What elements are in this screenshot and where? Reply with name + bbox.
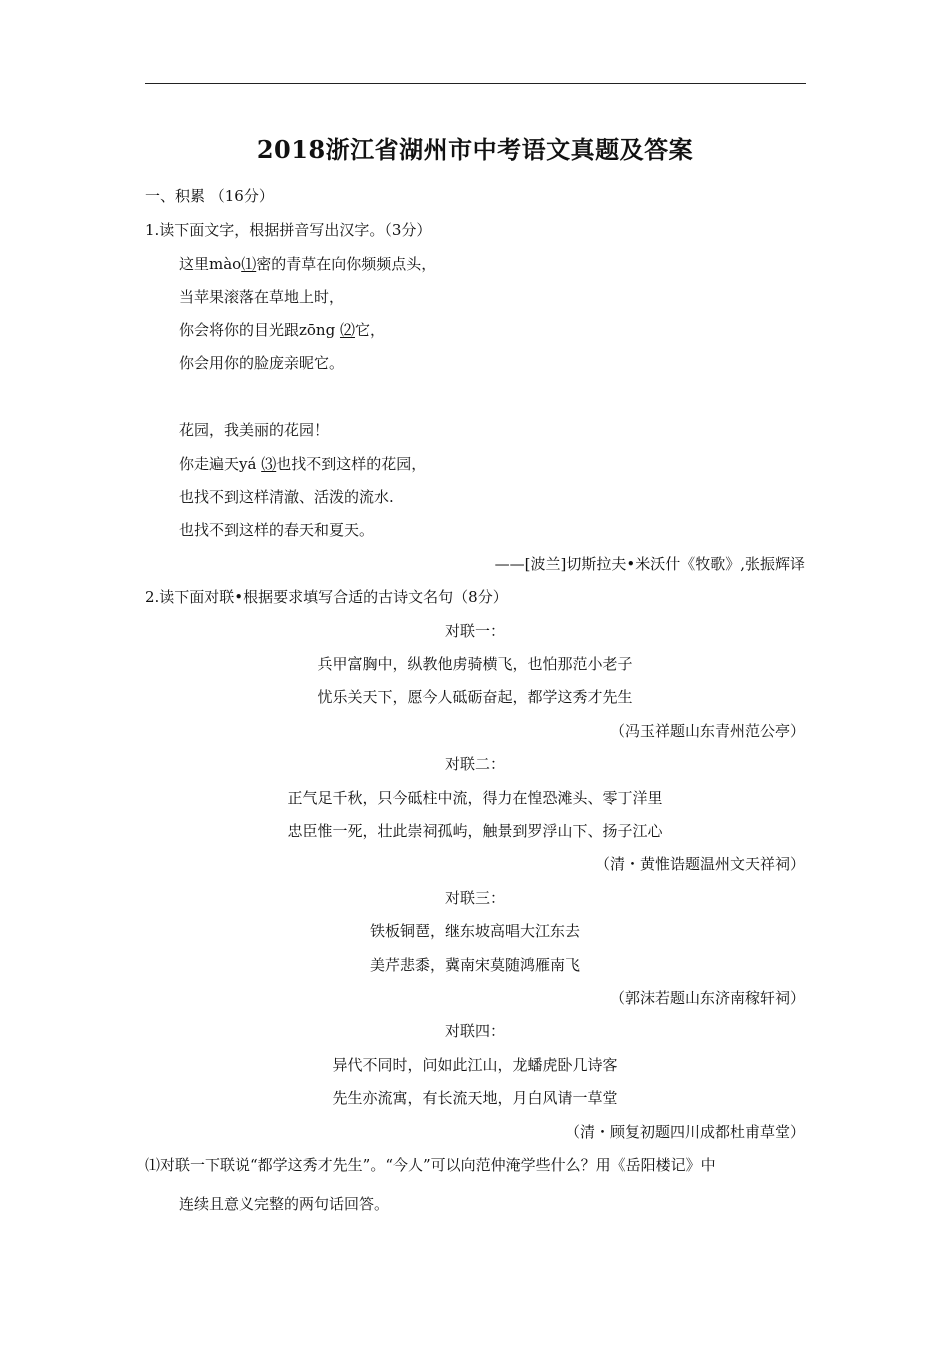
couplet-2-heading: 对联二： [444,755,505,773]
couplet-3-line-1: 铁板铜琶，继东坡高唱大江东去 [369,922,580,940]
couplet-1-heading: 对联一： [444,622,505,640]
couplet-3-heading: 对联三： [444,889,505,907]
poem-line-6 [179,453,426,475]
sub-question-1-cont: 连续且意义完整的两句话回答。 [179,1195,390,1213]
blank-3: ⑶ [261,455,277,473]
couplet-1-source: （冯玉祥题山东青州范公亭） [609,722,805,740]
header-rule [145,83,806,84]
couplet-2-line-1: 正气足千秋，只今砥柱中流，得力在惶恐滩头、零丁洋里 [287,789,663,807]
document-title: 2018浙江省湖州市中考语文真题及答案 [256,135,694,164]
couplet-2-source: （清・黄惟诰题温州文天祥祠） [594,855,805,873]
poem-line-3 [179,319,385,341]
poem-text: 你会将你的目光跟zōng [179,321,340,339]
poem-line-7: 也找不到这样清澈、活泼的流水. [179,488,394,506]
blank-1: ⑴ [241,255,257,273]
poem-text: 它， [354,321,385,339]
poem-text: 这里mào [179,255,242,273]
poem-text: 你走遍天yá [179,455,262,473]
poem-text: 也找不到这样的花园， [276,455,427,473]
poem-text: 密的青草在向你频频点头， [256,255,437,273]
poem-line-4: 你会用你的脸庞亲昵它。 [179,354,345,372]
couplet-1-line-2: 忧乐关天下，愿今人砥砺奋起，都学这秀才先生 [317,688,633,706]
couplet-1-line-1: 兵甲富胸中，纵教他虏骑横飞，也怕那范小老子 [317,655,633,673]
poem-line-1 [179,253,436,275]
couplet-2-line-2: 忠臣惟一死，壮此崇祠孤屿，触景到罗浮山下、扬子江心 [287,822,663,840]
couplet-4-line-2: 先生亦流寓，有长流天地，月白风请一草堂 [332,1089,618,1107]
couplet-4-source: （清・顾复初题四川成都杜甫草堂） [564,1123,805,1141]
section-heading: 一、积累 （16分） [145,187,274,205]
question-2-stem: 2.读下面对联•根据要求填写合适的古诗文名句（8分） [145,588,508,606]
poem-line-5: 花园，我美丽的花园！ [179,421,330,439]
question-1-stem: 1.读下面文字，根据拼音写出汉字。（3分） [145,221,432,239]
poem-line-2: 当苹果滚落在草地上时， [179,288,345,306]
poem-source: ——[波兰]切斯拉夫•米沃什《牧歌》,张振辉译 [494,555,805,573]
couplet-3-source: （郭沫若题山东济南稼轩祠） [609,989,805,1007]
sub-question-1: ⑴对联一下联说“都学这秀才先生”。“今人”可以向范仲淹学些什么？用《岳阳楼记》中 [145,1156,716,1174]
poem-line-8: 也找不到这样的春天和夏天。 [179,521,375,539]
blank-2: ⑵ [339,321,355,339]
couplet-4-heading: 对联四： [444,1022,505,1040]
couplet-4-line-1: 异代不同时，问如此江山，龙蟠虎卧几诗客 [332,1056,618,1074]
couplet-3-line-2: 美芹悲黍，冀南宋莫随鸿雁南飞 [369,956,580,974]
